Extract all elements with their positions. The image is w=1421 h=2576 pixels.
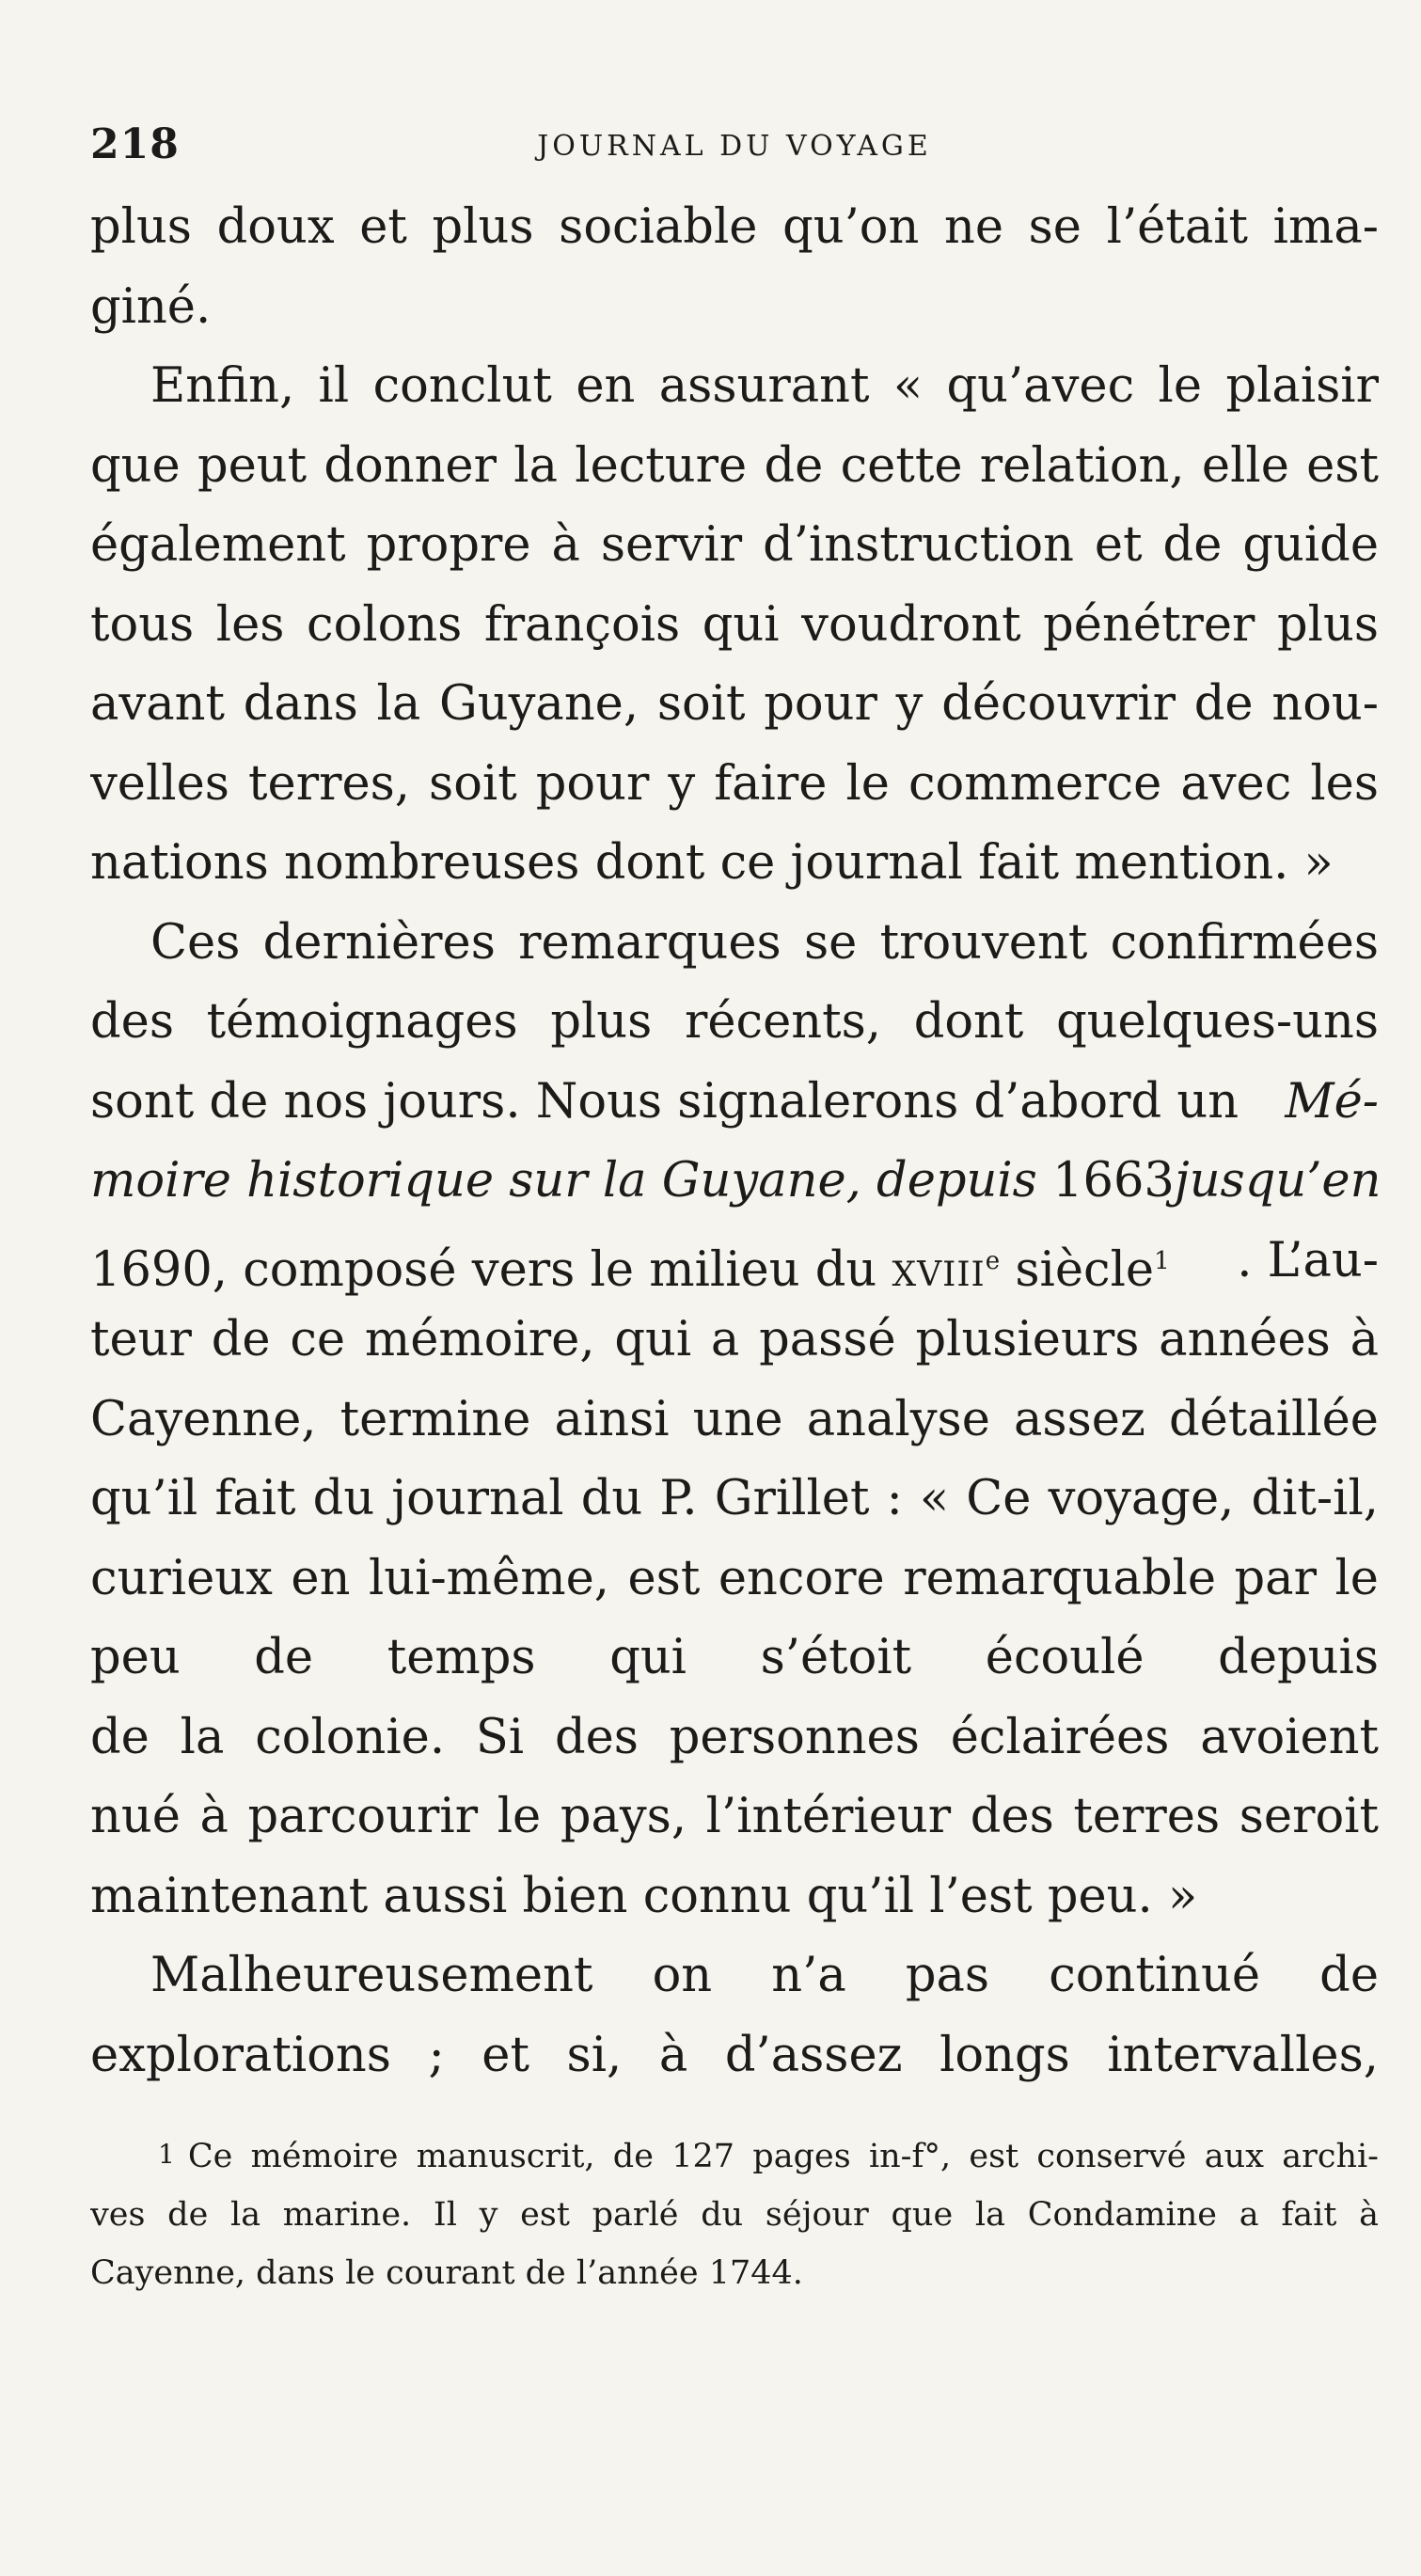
text-segment: 1690, composé vers le milieu du (90, 1241, 892, 1298)
footnote-line (90, 2127, 1379, 2186)
text-line: Cayenne, termine ainsi une analyse assez détaillée (90, 1391, 1379, 1447)
text-line: velles terres, soit pour y faire le commerce avec les (90, 755, 1379, 812)
page-number: 218 (90, 120, 180, 168)
text-segment: sont de nos jours. Nous signalerons d’abord un (90, 1073, 1239, 1130)
text-line: tous les colons françois qui voudront pénétrer plus (90, 596, 1379, 653)
running-title: JOURNAL DU VOYAGE (537, 130, 932, 163)
text-line: nations nombreuses dont ce journal fait mention. » (90, 835, 1334, 891)
footnote-text: Ce mémoire manuscrit, de 127 pages in-f°, est conservé aux archi- (187, 2138, 1379, 2175)
text-line: que peut donner la lecture de cette relation, elle est (90, 437, 1379, 494)
text-line: maintenant aussi bien connu qu’il l’est peu. » (90, 1868, 1198, 1924)
text-segment: . L’au- (1237, 1232, 1379, 1288)
century-numeral: xviii (892, 1241, 986, 1298)
body-text (90, 188, 1382, 2095)
text-line: également propre à servir d’instruction et de guide (90, 517, 1379, 573)
italic-title: Mé- (1285, 1073, 1379, 1130)
text-line: teur de ce mémoire, qui a passé plusieurs années à (90, 1312, 1379, 1367)
footnote-line: Cayenne, dans le courant de l’année 1744. (90, 2254, 803, 2292)
text-segment: 1663 (1052, 1153, 1175, 1209)
text-line: de la colonie. Si des personnes éclairées avoient (90, 1709, 1379, 1765)
text-line (90, 1142, 1382, 1222)
text-line: curieux en lui-même, est encore remarquable par le (90, 1550, 1379, 1606)
text-segment: siècle (1000, 1241, 1155, 1298)
text-line: qu’il fait du journal du P. Grillet : « Ce voyage, dit-il, (90, 1471, 1379, 1526)
footnote-reference[interactable]: 1 (1154, 1246, 1170, 1275)
footnote-line: ves de la marine. Il y est parlé du séjour que la Condamine a fait à (90, 2196, 1379, 2234)
text-line: avant dans la Guyane, soit pour y découvrir de nou- (90, 676, 1379, 732)
text-line (90, 1222, 1379, 1302)
text-line: nué à parcourir le pays, l’intérieur des terres seroit (90, 1789, 1379, 1844)
text-line (90, 1063, 1379, 1143)
italic-title: jusqu’en (1174, 1153, 1382, 1209)
superscript: e (985, 1246, 1001, 1275)
text-line: explorations ; et si, à d’assez longs intervalles, (90, 2027, 1379, 2083)
footnotes (90, 2127, 1379, 2302)
page-header (90, 120, 1379, 177)
text-line: peu de temps qui s’étoit écoulé depuis (90, 1630, 1379, 1685)
text-line: Malheureusement on n’a pas continué de (150, 1948, 1379, 2003)
text-line: plus doux et plus sociable qu’on ne se l’était ima- (90, 199, 1379, 255)
footnote-mark: 1 (158, 2139, 175, 2170)
italic-title: moire historique sur la Guyane, depuis (90, 1153, 1053, 1209)
text-line: Enfin, il conclut en assurant « qu’avec le plaisir (150, 358, 1379, 414)
text-line: des témoignages plus récents, dont quelques-uns (90, 994, 1379, 1050)
text-line: Ces dernières remarques se trouvent confirmées (150, 914, 1379, 971)
text-line: giné. (90, 278, 212, 335)
